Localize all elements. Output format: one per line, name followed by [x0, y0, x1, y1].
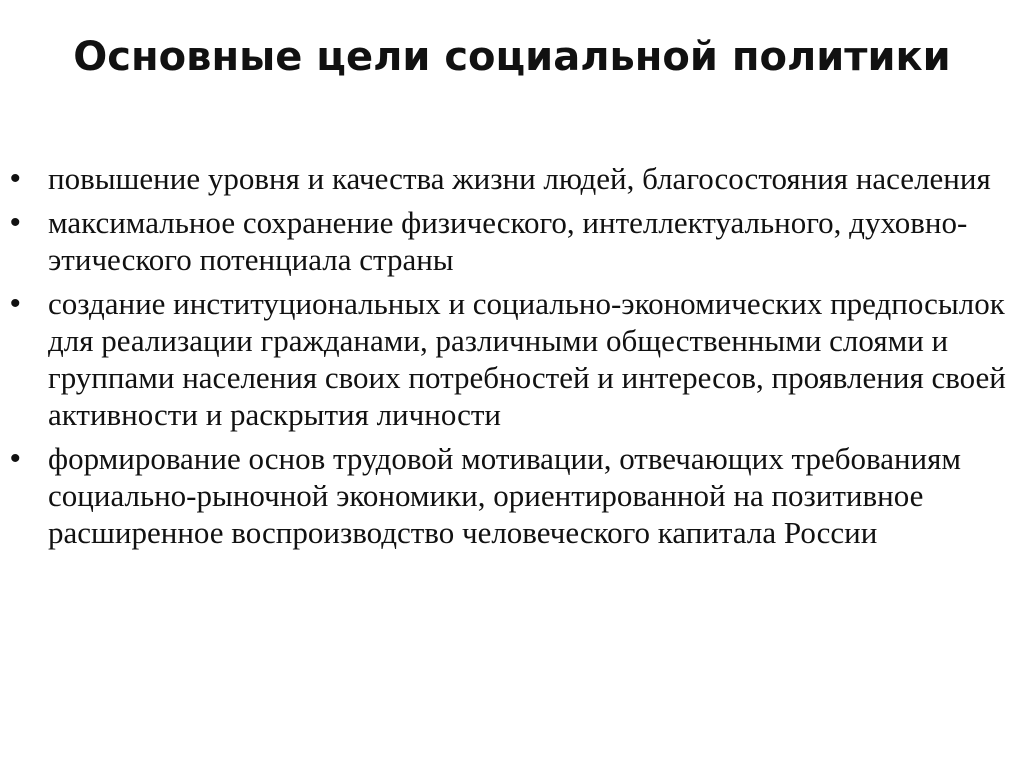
list-item-text: формирование основ трудовой мотивации, отвечающих требованиям социально-рыночной экономики, ориентированной на позитивное расширенное воспроизводство человеческого капитала России [48, 441, 962, 550]
bullet-icon: • [10, 206, 21, 239]
slide-title: Основные цели социальной политики [73, 34, 951, 80]
list-item-text: максимальное сохранение физического, интеллектуального, духовно-этического потенциала страны [48, 205, 968, 277]
bullet-icon: • [10, 442, 21, 475]
list-item [0, 285, 1024, 433]
goals-list [0, 160, 1024, 558]
list-item [0, 440, 1024, 551]
list-item-text: повышение уровня и качества жизни людей, благосостояния населения [48, 161, 991, 196]
bullet-icon: • [10, 162, 21, 195]
list-item-text: создание институциональных и социально-экономических предпосылок для реализации гражданами, различными общественными слоями и группами населения своих потребностей и интересов, проявления своей активности и раскрытия личности [48, 286, 1006, 432]
list-item [0, 204, 1024, 278]
bullet-icon: • [10, 287, 21, 320]
list-item [0, 160, 1024, 197]
